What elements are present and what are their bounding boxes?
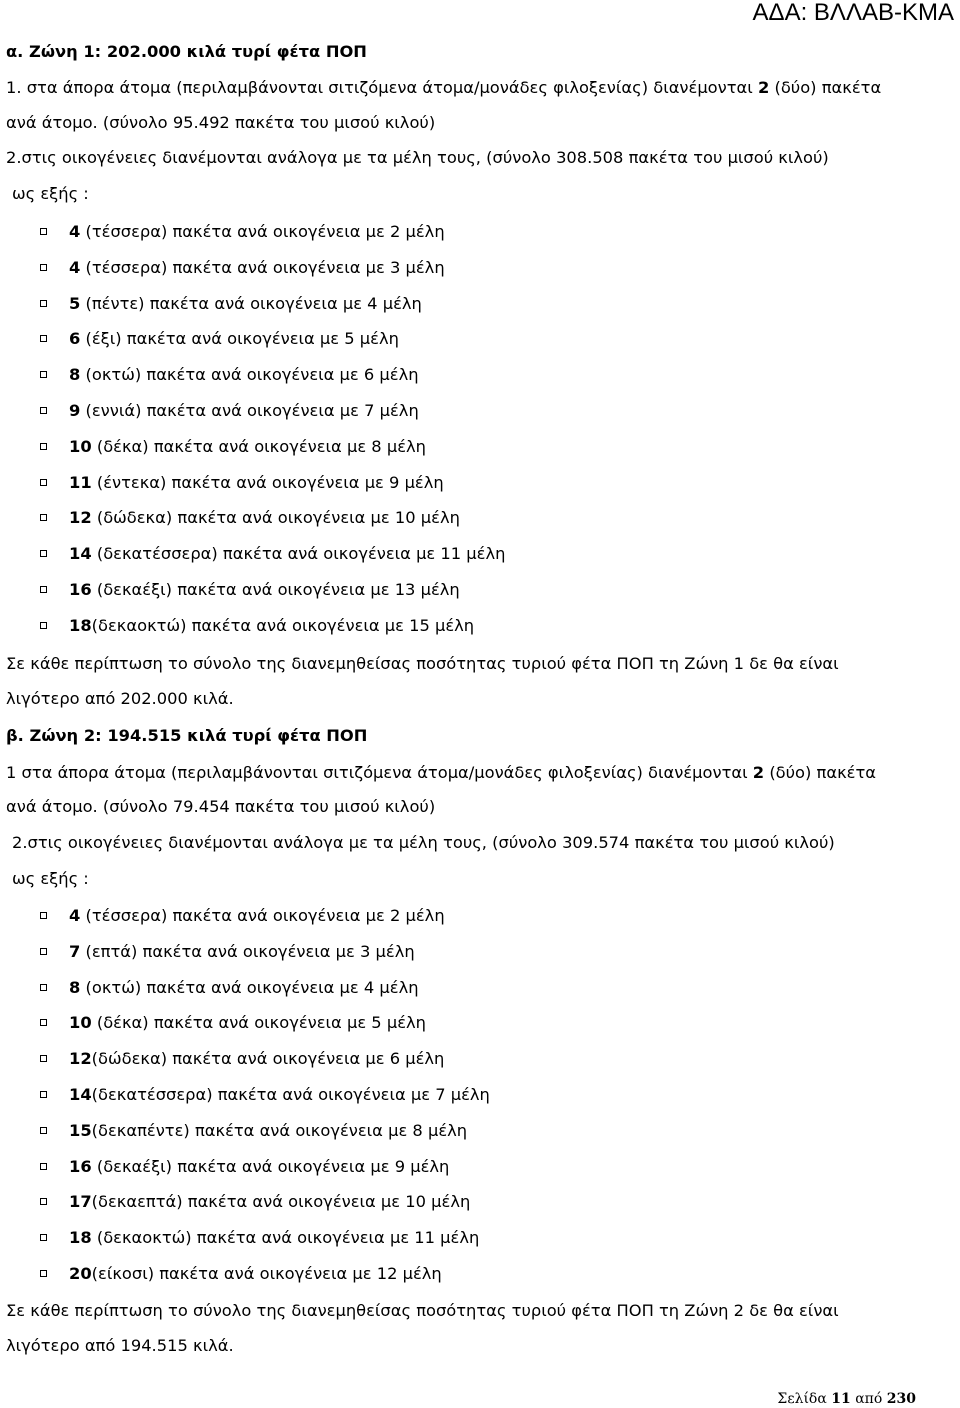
zone2-closing-line1: Σε κάθε περίπτωση το σύνολο της διανεμηθείσας ποσότητας τυριού φέτα ΠΟΠ τη Ζώνη 2 δε θα είναι [6, 1301, 839, 1320]
checkbox-bullet-icon [40, 264, 47, 271]
checkbox-bullet-icon [40, 514, 47, 521]
checkbox-bullet-icon [40, 335, 47, 342]
checkbox-bullet-icon [40, 586, 47, 593]
ada-code: ΑΔΑ: ΒΛΛΑΒ-ΚΜΑ [752, 0, 954, 26]
list-item-text: 11 (έντεκα) πακέτα ανά οικογένεια με 9 μέλη [69, 472, 444, 492]
list-item-text: 15(δεκαπέντε) πακέτα ανά οικογένεια με 8 μέλη [69, 1120, 468, 1140]
checkbox-bullet-icon [40, 1019, 47, 1026]
zone1-p2-line2: ως εξής : [12, 184, 89, 203]
list-item-text: 14(δεκατέσσερα) πακέτα ανά οικογένεια με 7 μέλη [69, 1085, 490, 1104]
list-item-text: 8 (οκτώ) πακέτα ανά οικογένεια με 6 μέλη [69, 365, 419, 385]
checkbox-bullet-icon [40, 948, 47, 955]
checkbox-bullet-icon [40, 1198, 47, 1205]
checkbox-bullet-icon [40, 479, 47, 486]
checkbox-bullet-icon [40, 300, 47, 307]
checkbox-bullet-icon [40, 443, 47, 450]
list-item-text: 10 (δέκα) πακέτα ανά οικογένεια με 8 μέλη [69, 436, 426, 456]
list-item-text: 17(δεκαεπτά) πακέτα ανά οικογένεια με 10 μέλη [69, 1192, 471, 1212]
checkbox-bullet-icon [40, 371, 47, 378]
zone1-p1-line2: ανά άτομο. (σύνολο 95.492 πακέτα του μισού κιλού) [6, 113, 436, 132]
checkbox-bullet-icon [40, 228, 47, 235]
checkbox-bullet-icon [40, 622, 47, 629]
list-item-text: 7 (επτά) πακέτα ανά οικογένεια με 3 μέλη [69, 941, 415, 961]
list-item-text: 14 (δεκατέσσερα) πακέτα ανά οικογένεια με 11 μέλη [69, 544, 506, 564]
zone1-p1-line1: 1. στα άπορα άτομα (περιλαμβάνονται σιτιζόμενα άτομα/μονάδες φιλοξενίας) διανέμονται 2 (δύο) πακέτα [6, 78, 882, 97]
zone2-p2-line2: ως εξής : [12, 869, 89, 888]
list-item-text: 4 (τέσσερα) πακέτα ανά οικογένεια με 2 μέλη [69, 906, 445, 925]
list-item-text: 18(δεκαοκτώ) πακέτα ανά οικογένεια με 15 μέλη [69, 615, 475, 635]
checkbox-bullet-icon [40, 407, 47, 414]
list-item-text: 12 (δώδεκα) πακέτα ανά οικογένεια με 10 μέλη [69, 508, 460, 528]
list-item-text: 16 (δεκαέξι) πακέτα ανά οικογένεια με 9 μέλη [69, 1156, 450, 1176]
zone2-p1-line1: 1 στα άπορα άτομα (περιλαμβάνονται σιτιζόμενα άτομα/μονάδες φιλοξενίας) διανέμονται 2 (δύο) πακέτα [6, 763, 877, 782]
zone2-title: β. Ζώνη 2: 194.515 κιλά τυρί φέτα ΠΟΠ [6, 726, 368, 745]
checkbox-bullet-icon [40, 984, 47, 991]
list-item-text: 5 (πέντε) πακέτα ανά οικογένεια με 4 μέλη [69, 293, 422, 313]
list-item-text: 20(είκοσι) πακέτα ανά οικογένεια με 12 μέλη [69, 1264, 442, 1283]
zone1-closing-line1: Σε κάθε περίπτωση το σύνολο της διανεμηθείσας ποσότητας τυριού φέτα ΠΟΠ τη Ζώνη 1 δε θα είναι [6, 654, 839, 673]
checkbox-bullet-icon [40, 1234, 47, 1241]
checkbox-bullet-icon [40, 550, 47, 557]
zone2-p2-line1: 2.στις οικογένειες διανέμονται ανάλογα με τα μέλη τους, (σύνολο 309.574 πακέτα του μισού κιλού) [12, 833, 835, 852]
list-item-text: 4 (τέσσερα) πακέτα ανά οικογένεια με 2 μέλη [69, 222, 445, 241]
list-item-text: 16 (δεκαέξι) πακέτα ανά οικογένεια με 13 μέλη [69, 580, 460, 599]
list-item-text: 4 (τέσσερα) πακέτα ανά οικογένεια με 3 μέλη [69, 257, 445, 277]
zone1-p2-line1: 2.στις οικογένειες διανέμονται ανάλογα με τα μέλη τους, (σύνολο 308.508 πακέτα του μισού κιλού) [6, 148, 829, 167]
checkbox-bullet-icon [40, 1163, 47, 1170]
zone2-closing-line2: λιγότερο από 194.515 κιλά. [6, 1336, 234, 1355]
list-item-text: 6 (έξι) πακέτα ανά οικογένεια με 5 μέλη [69, 329, 399, 349]
zone1-title: α. Ζώνη 1: 202.000 κιλά τυρί φέτα ΠΟΠ [6, 42, 367, 61]
list-item-text: 10 (δέκα) πακέτα ανά οικογένεια με 5 μέλη [69, 1013, 426, 1033]
checkbox-bullet-icon [40, 1091, 47, 1098]
list-item-text: 9 (εννιά) πακέτα ανά οικογένεια με 7 μέλη [69, 401, 419, 420]
zone1-closing-line2: λιγότερο από 202.000 κιλά. [6, 689, 234, 708]
list-item-text: 12(δώδεκα) πακέτα ανά οικογένεια με 6 μέλη [69, 1049, 445, 1069]
checkbox-bullet-icon [40, 1270, 47, 1277]
page-footer: Σελίδα 11 από 230 [777, 1391, 916, 1407]
list-item-text: 8 (οκτώ) πακέτα ανά οικογένεια με 4 μέλη [69, 977, 419, 997]
list-item-text: 18 (δεκαοκτώ) πακέτα ανά οικογένεια με 11 μέλη [69, 1228, 480, 1248]
zone2-p1-line2: ανά άτομο. (σύνολο 79.454 πακέτα του μισού κιλού) [6, 797, 436, 816]
checkbox-bullet-icon [40, 912, 47, 919]
checkbox-bullet-icon [40, 1055, 47, 1062]
checkbox-bullet-icon [40, 1127, 47, 1134]
